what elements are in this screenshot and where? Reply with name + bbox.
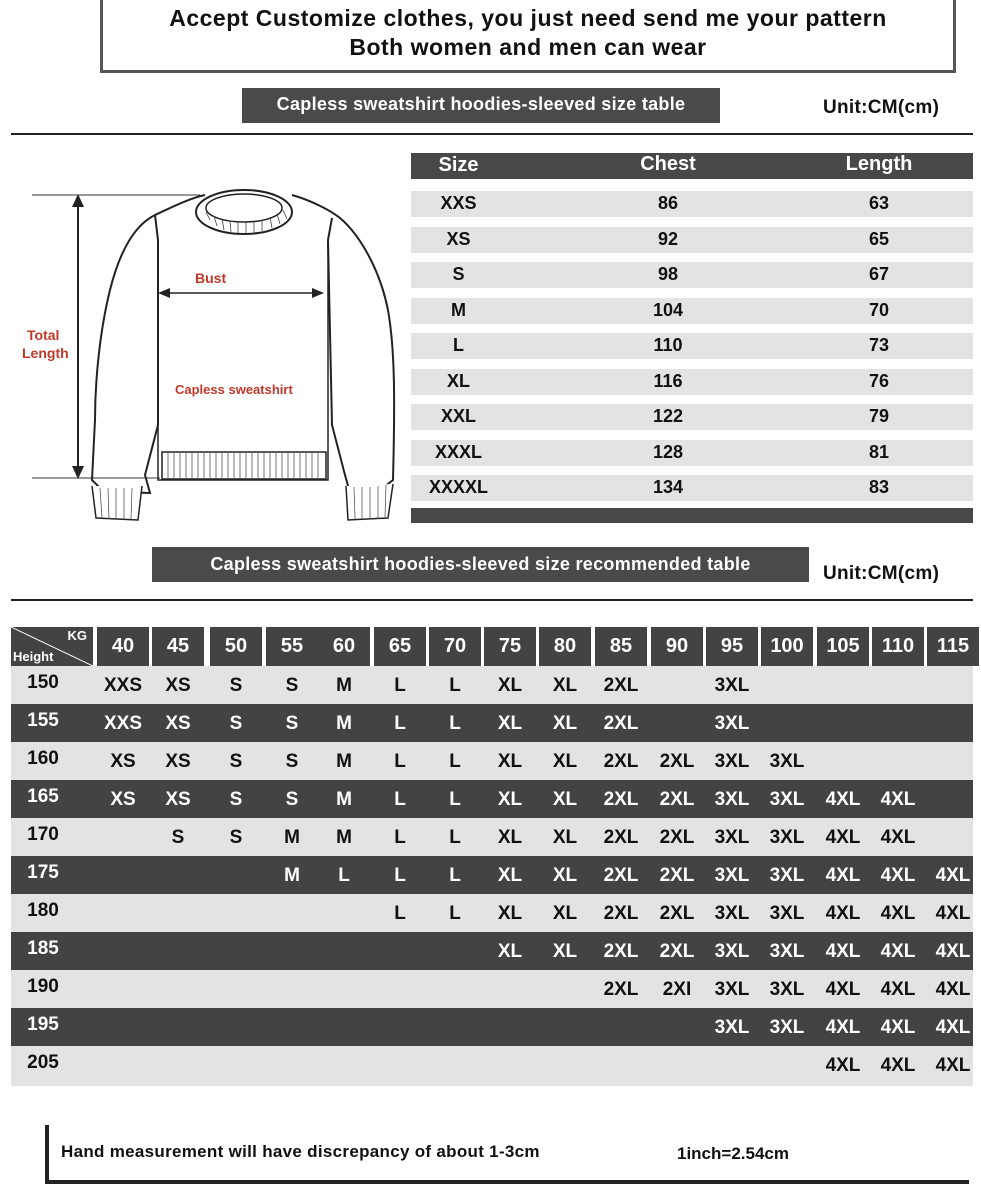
size-recommendation-cell: XL: [497, 751, 523, 772]
size-cell: M: [451, 300, 466, 320]
size-table-title: Capless sweatshirt hoodies-sleeved size table: [242, 88, 720, 123]
size-recommendation-cell: 3XL: [714, 789, 750, 810]
size-recommendation-cell: 2XL: [659, 865, 695, 886]
size-recommendation-cell: L: [449, 865, 461, 886]
recommend-table-unit: Unit:CM(cm): [823, 563, 940, 584]
size-recommendation-cell: XL: [552, 827, 578, 848]
size-recommendation-cell: 3XL: [769, 827, 805, 848]
size-cell: XXS: [440, 193, 477, 213]
size-recommendation-cell: XS: [165, 751, 191, 772]
size-recommendation-cell: L: [449, 827, 461, 848]
weight-header: 55: [266, 627, 318, 666]
weight-header: 110: [872, 627, 924, 666]
size-recommendation-cell: XL: [497, 713, 523, 734]
length-cell: 81: [868, 442, 890, 462]
size-recommendation-cell: XXS: [103, 713, 143, 734]
weight-header: 40: [97, 627, 149, 666]
weight-header: 50: [210, 627, 262, 666]
size-recommendation-cell: M: [284, 827, 300, 848]
size-recommendation-cell: XL: [552, 941, 578, 962]
corner-cell: [11, 627, 93, 666]
recommend-row: [11, 780, 973, 818]
size-row: [411, 369, 973, 395]
size-recommendation-cell: 4XL: [880, 1017, 916, 1038]
size-recommendation-cell: 4XL: [880, 827, 916, 848]
size-recommendation-cell: 2XL: [659, 827, 695, 848]
size-recommendation-cell: 4XL: [825, 941, 861, 962]
size-recommendation-cell: L: [394, 903, 406, 924]
length-cell: 67: [868, 264, 890, 284]
size-row: [411, 227, 973, 253]
height-cell: 180: [27, 900, 59, 921]
size-row: [411, 404, 973, 430]
chest-cell: 122: [652, 406, 684, 426]
size-recommendation-cell: 4XL: [825, 865, 861, 886]
banner-line-1: Accept Customize clothes, you just need send me your pattern: [169, 5, 887, 31]
size-recommendation-cell: 3XL: [714, 713, 750, 734]
size-recommendation-cell: M: [336, 751, 352, 772]
weight-header: 65: [374, 627, 426, 666]
size-recommendation-cell: S: [229, 675, 243, 696]
chest-cell: 92: [657, 229, 679, 249]
height-cell: 155: [27, 710, 59, 731]
footer-note-box: [45, 1125, 969, 1184]
weight-header: 95: [706, 627, 758, 666]
size-recommendation-cell: 4XL: [880, 789, 916, 810]
size-recommendation-cell: 4XL: [935, 941, 971, 962]
length-cell: 70: [868, 300, 890, 320]
recommend-row: [11, 666, 973, 704]
size-recommendation-cell: 2XI: [662, 979, 692, 1000]
size-recommendation-cell: M: [336, 675, 352, 696]
height-cell: 190: [27, 976, 59, 997]
size-recommendation-cell: XS: [165, 789, 191, 810]
size-recommendation-cell: 4XL: [880, 903, 916, 924]
size-recommendation-cell: L: [338, 865, 350, 886]
measurement-note: Hand measurement will have discrepancy of about 1-3cm: [61, 1142, 540, 1161]
chest-cell: 86: [657, 193, 679, 213]
corner-height: Height: [13, 649, 54, 664]
size-recommendation-cell: 2XL: [603, 675, 639, 696]
size-recommendation-cell: 2XL: [603, 713, 639, 734]
size-recommendation-cell: XL: [497, 941, 523, 962]
size-recommendation-cell: S: [229, 713, 243, 734]
size-recommendation-cell: XL: [497, 675, 523, 696]
size-recommendation-cell: 3XL: [714, 675, 750, 696]
size-table-header: [411, 153, 973, 179]
size-cell: XXXXL: [428, 477, 489, 497]
size-recommendation-cell: 3XL: [714, 903, 750, 924]
size-recommendation-cell: 3XL: [769, 903, 805, 924]
size-recommendation-cell: 4XL: [935, 1017, 971, 1038]
size-cell: XXL: [440, 406, 476, 426]
size-row: [411, 298, 973, 324]
total-length-label-2: Length: [22, 345, 69, 361]
recommend-row: [11, 742, 973, 780]
size-recommendation-cell: 3XL: [769, 979, 805, 1000]
size-row: [411, 475, 973, 501]
recommend-row: [11, 1008, 973, 1046]
size-recommendation-cell: 2XL: [603, 827, 639, 848]
height-cell: 175: [27, 862, 59, 883]
size-recommendation-cell: M: [336, 789, 352, 810]
header-banner: [100, 0, 956, 73]
size-recommendation-cell: 3XL: [769, 1017, 805, 1038]
size-recommendation-cell: XS: [110, 789, 136, 810]
size-recommendation-cell: L: [449, 903, 461, 924]
size-recommendation-cell: S: [285, 789, 299, 810]
size-cell: S: [452, 264, 465, 284]
recommend-row: [11, 856, 973, 894]
size-recommendation-cell: 2XL: [659, 789, 695, 810]
divider: [11, 599, 973, 601]
height-cell: 195: [27, 1014, 59, 1035]
size-recommendation-cell: 4XL: [935, 979, 971, 1000]
size-recommendation-cell: S: [285, 675, 299, 696]
height-cell: 205: [27, 1052, 59, 1073]
banner-line-2: Both women and men can wear: [349, 34, 707, 60]
size-recommendation-cell: XL: [497, 827, 523, 848]
size-recommendation-cell: 4XL: [880, 1055, 916, 1076]
length-cell: 79: [868, 406, 890, 426]
size-recommendation-cell: 4XL: [825, 979, 861, 1000]
size-recommendation-cell: 3XL: [714, 1017, 750, 1038]
size-recommendation-cell: XL: [552, 903, 578, 924]
size-recommendation-cell: L: [449, 789, 461, 810]
inch-conversion: 1inch=2.54cm: [677, 1144, 789, 1163]
size-row: [411, 440, 973, 466]
size-recommendation-cell: S: [285, 751, 299, 772]
size-recommendation-cell: L: [449, 751, 461, 772]
divider: [11, 133, 973, 135]
weight-header: 80: [539, 627, 591, 666]
size-recommendation-cell: S: [229, 827, 243, 848]
size-recommendation-cell: S: [171, 827, 185, 848]
size-recommendation-cell: 4XL: [825, 827, 861, 848]
weight-header: 115: [927, 627, 979, 666]
size-recommendation-cell: L: [394, 789, 406, 810]
size-recommendation-cell: 2XL: [659, 751, 695, 772]
size-recommendation-cell: 2XL: [603, 751, 639, 772]
size-cell: XXXL: [434, 442, 482, 462]
size-recommendation-cell: M: [336, 827, 352, 848]
size-recommendation-cell: XXS: [103, 675, 143, 696]
bust-label: Bust: [195, 270, 227, 286]
size-recommendation-cell: 2XL: [603, 979, 639, 1000]
size-recommendation-cell: S: [229, 751, 243, 772]
weight-header: 90: [651, 627, 703, 666]
length-cell: 65: [868, 229, 890, 249]
recommend-row: [11, 704, 973, 742]
size-recommendation-cell: XL: [552, 751, 578, 772]
size-recommendation-cell: S: [285, 713, 299, 734]
size-recommendation-cell: XS: [165, 713, 191, 734]
size-recommendation-cell: 4XL: [825, 789, 861, 810]
height-cell: 185: [27, 938, 59, 959]
size-recommendation-cell: 4XL: [880, 979, 916, 1000]
size-recommendation-cell: XL: [552, 789, 578, 810]
size-cell: XS: [446, 229, 471, 249]
header-size: Size: [438, 154, 479, 176]
size-recommendation-cell: 4XL: [880, 941, 916, 962]
chest-cell: 116: [653, 371, 683, 391]
size-recommendation-cell: 2XL: [659, 903, 695, 924]
size-recommendation-cell: L: [394, 827, 406, 848]
size-table-footer-bar: [411, 508, 973, 523]
size-recommendation-cell: 4XL: [935, 865, 971, 886]
size-recommendation-cell: 4XL: [935, 1055, 971, 1076]
size-recommendation-cell: 3XL: [769, 865, 805, 886]
garment-label: Capless sweatshirt: [175, 382, 293, 397]
size-recommendation-cell: 3XL: [769, 941, 805, 962]
length-cell: 83: [868, 477, 890, 497]
size-recommendation-cell: M: [336, 713, 352, 734]
size-recommendation-cell: 3XL: [714, 865, 750, 886]
size-row: [411, 262, 973, 288]
size-recommendation-cell: XL: [552, 713, 578, 734]
weight-header: 105: [817, 627, 869, 666]
corner-kg: KG: [67, 628, 87, 643]
size-recommendation-cell: 3XL: [769, 789, 805, 810]
size-recommendation-cell: 4XL: [825, 1055, 861, 1076]
size-recommendation-cell: XL: [497, 789, 523, 810]
size-recommendation-cell: L: [394, 865, 406, 886]
size-recommendation-cell: 2XL: [603, 789, 639, 810]
chest-cell: 98: [657, 264, 679, 284]
recommend-row: [11, 970, 973, 1008]
size-recommendation-cell: XL: [497, 865, 523, 886]
size-recommendation-cell: L: [394, 751, 406, 772]
size-recommendation-cell: 3XL: [714, 827, 750, 848]
height-cell: 170: [27, 824, 59, 845]
length-cell: 76: [868, 371, 890, 391]
size-recommendation-cell: 4XL: [880, 865, 916, 886]
recommend-row: [11, 932, 973, 970]
weight-header: 45: [152, 627, 204, 666]
size-recommendation-cell: 4XL: [935, 903, 971, 924]
size-recommendation-cell: XL: [552, 865, 578, 886]
chest-cell: 128: [652, 442, 684, 462]
size-recommendation-cell: 2XL: [603, 865, 639, 886]
size-recommendation-cell: XL: [497, 903, 523, 924]
size-recommendation-cell: 3XL: [714, 751, 750, 772]
chest-cell: 134: [652, 477, 684, 497]
height-cell: 160: [27, 748, 59, 769]
recommend-row: [11, 818, 973, 856]
chest-cell: 110: [653, 335, 683, 355]
size-recommendation-cell: L: [394, 675, 406, 696]
size-recommendation-cell: 2XL: [603, 903, 639, 924]
header-chest: Chest: [640, 153, 696, 175]
weight-header: 85: [595, 627, 647, 666]
size-recommendation-cell: 4XL: [825, 903, 861, 924]
size-recommendation-cell: 2XL: [659, 941, 695, 962]
size-recommendation-cell: 3XL: [714, 979, 750, 1000]
size-recommendation-cell: 2XL: [603, 941, 639, 962]
size-recommendation-cell: 4XL: [825, 1017, 861, 1038]
length-cell: 63: [868, 193, 890, 213]
size-row: [411, 191, 973, 217]
weight-header: 60: [318, 627, 370, 666]
weight-header: 100: [761, 627, 813, 666]
size-recommendation-cell: L: [394, 713, 406, 734]
size-recommendation-cell: XS: [165, 675, 191, 696]
size-cell: L: [453, 335, 464, 355]
size-recommendation-cell: 3XL: [714, 941, 750, 962]
size-recommendation-cell: S: [229, 789, 243, 810]
recommend-table-title: Capless sweatshirt hoodies-sleeved size recommended table: [152, 547, 809, 582]
recommend-row: [11, 894, 973, 932]
size-recommendation-cell: M: [284, 865, 300, 886]
size-recommendation-cell: XL: [552, 675, 578, 696]
chest-cell: 104: [652, 300, 684, 320]
size-recommendation-cell: L: [449, 675, 461, 696]
weight-header: 75: [484, 627, 536, 666]
size-recommendation-cell: XS: [110, 751, 136, 772]
weight-header: 70: [429, 627, 481, 666]
size-recommendation-cell: L: [449, 713, 461, 734]
height-cell: 150: [27, 672, 59, 693]
header-length: Length: [845, 153, 913, 175]
height-cell: 165: [27, 786, 59, 807]
size-cell: XL: [446, 371, 470, 391]
sweatshirt-diagram: [10, 180, 410, 530]
size-row: [411, 333, 973, 359]
recommend-row: [11, 1046, 973, 1086]
total-length-label-1: Total: [27, 327, 60, 343]
size-table-unit: Unit:CM(cm): [823, 97, 940, 118]
length-cell: 73: [868, 335, 890, 355]
size-recommendation-cell: 3XL: [769, 751, 805, 772]
